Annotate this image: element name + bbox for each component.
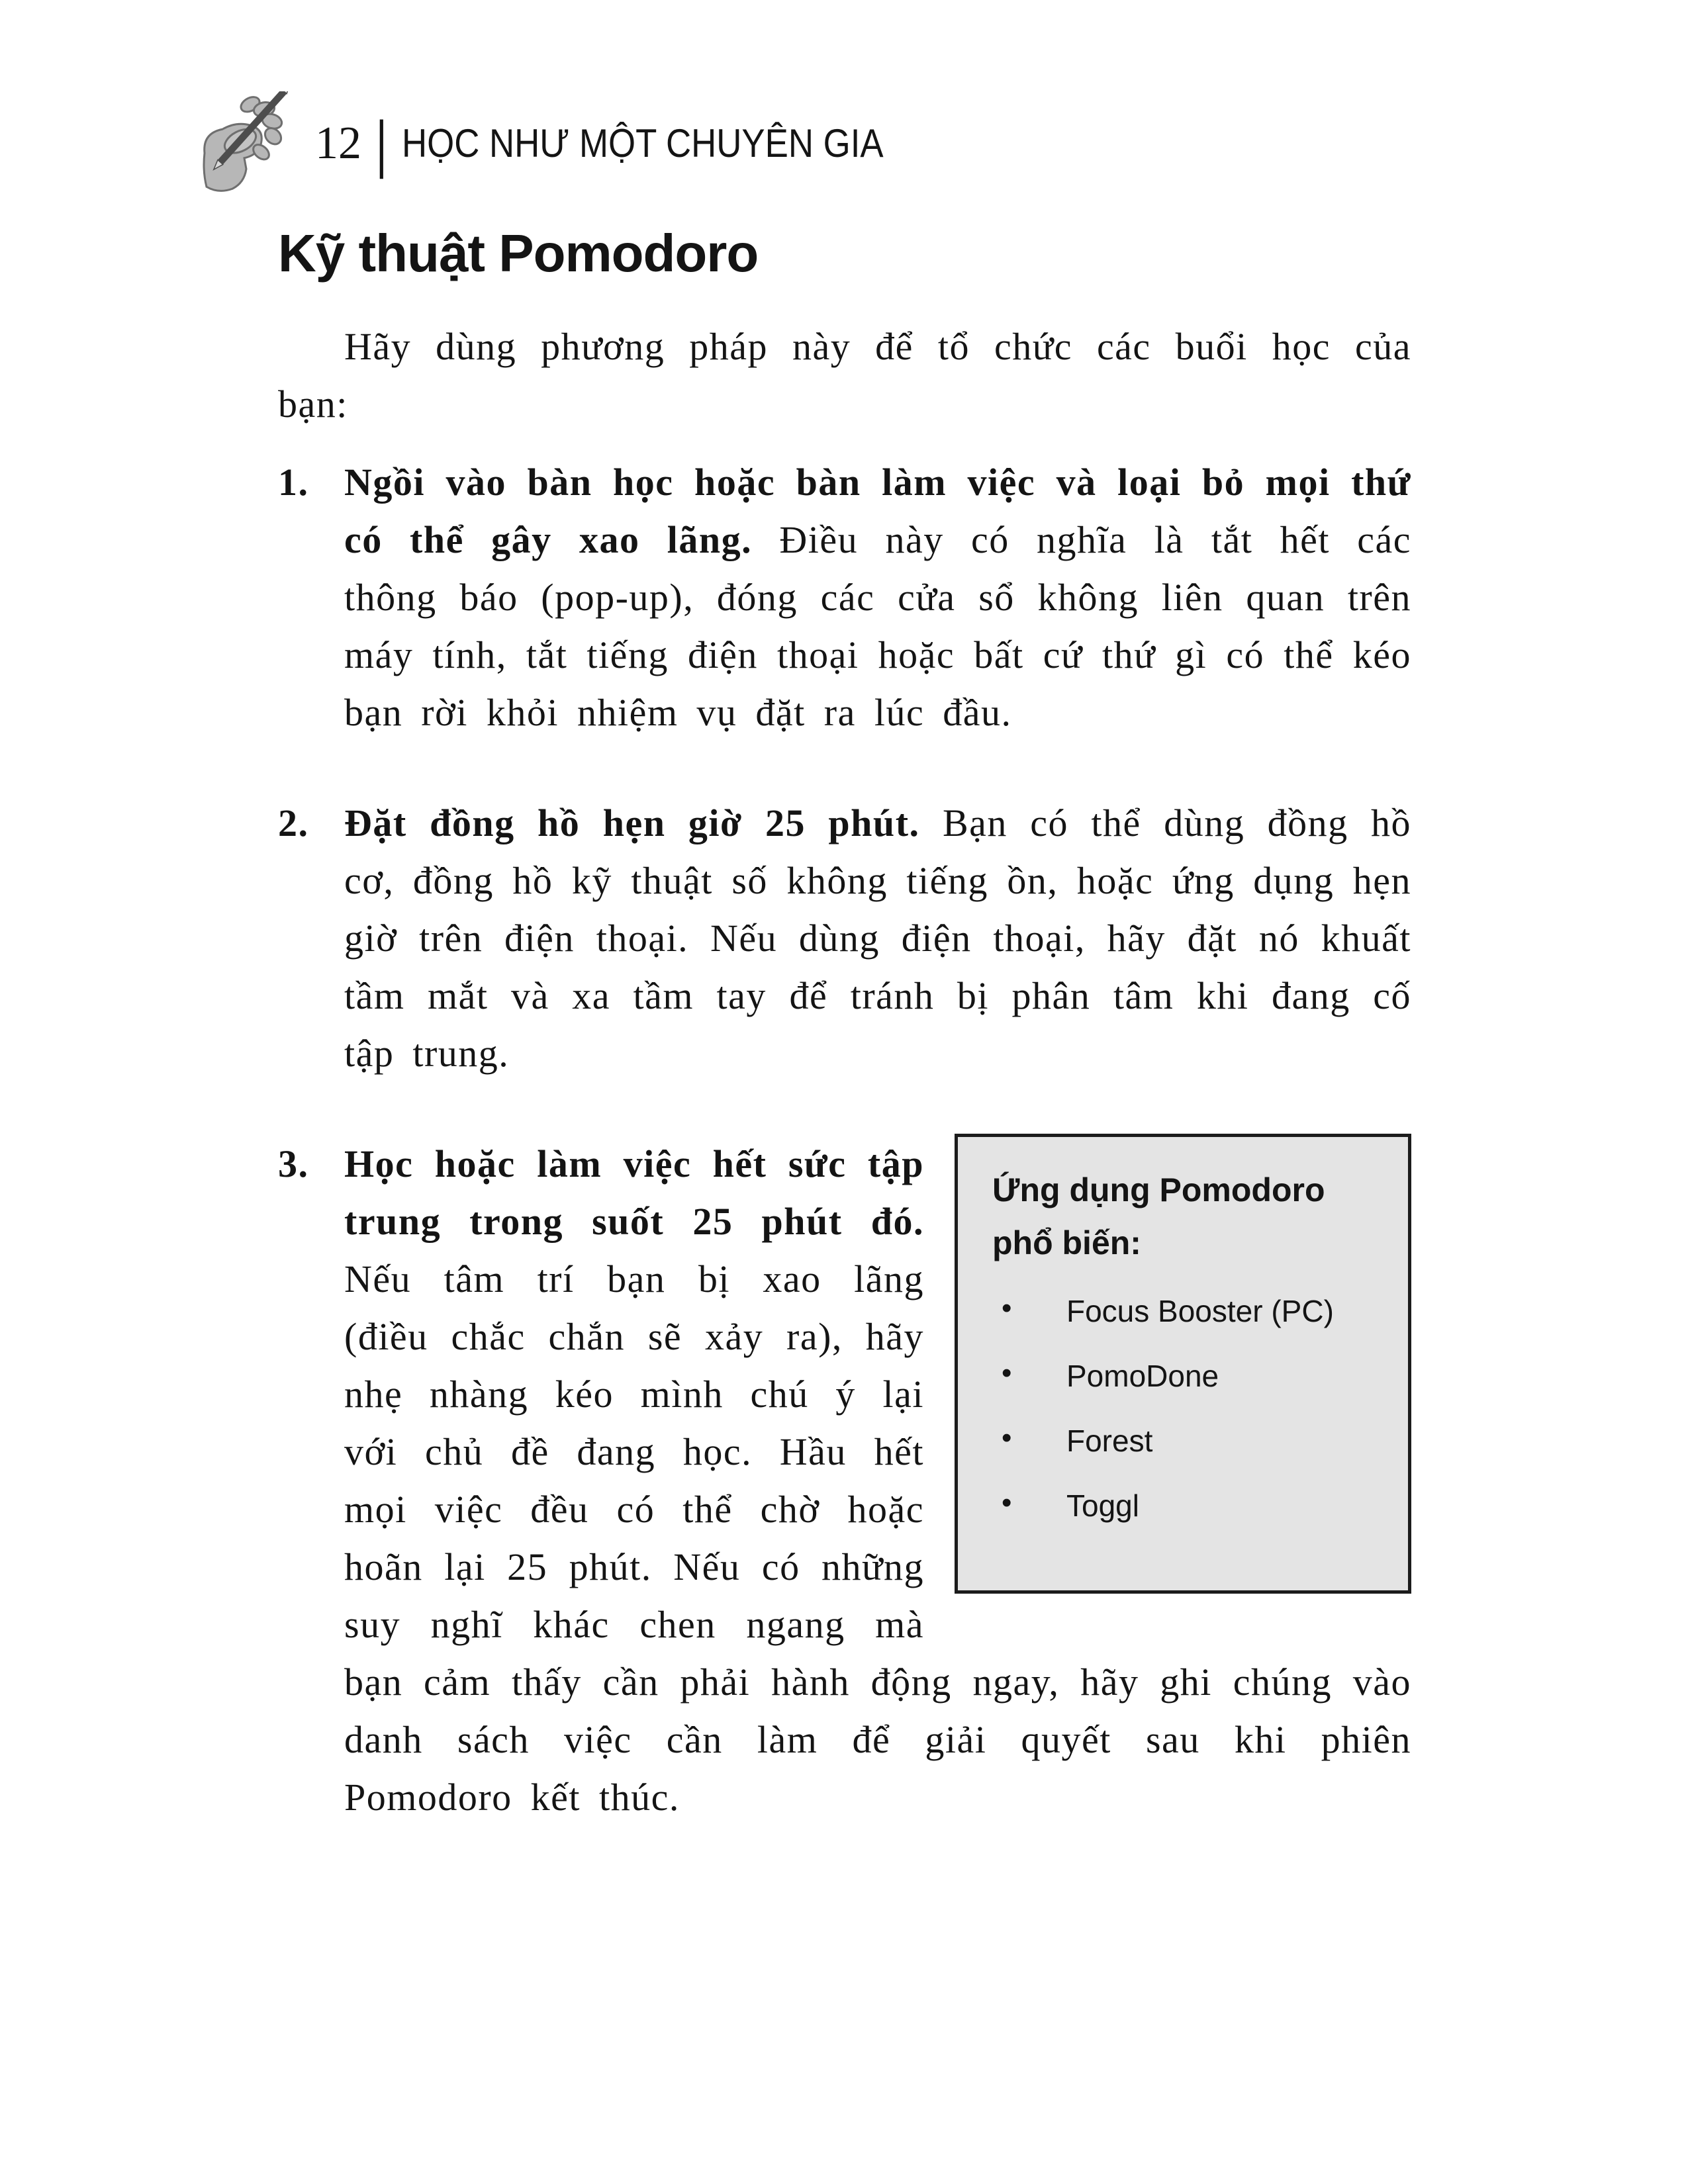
book-title: HỌC NHƯ MỘT CHUYÊN GIA: [401, 121, 884, 165]
list-item-3: [278, 1135, 1411, 1826]
section-title: Kỹ thuật Pomodoro: [278, 224, 759, 283]
page-body: [278, 222, 1411, 1826]
app-name: Focus Booster (PC): [1066, 1294, 1334, 1328]
list-item-text: Bạn có thể dùng đồng hồ cơ, đồng hồ kỹ thuật số không tiếng ồn, hoặc ứng dụng hẹn giờ trên điện thoại. Nếu dùng điện thoại, hãy đặt nó khuất tầm mắt và xa tầm tay để tránh bị phân tâm khi đang cố tập trung.: [344, 801, 1412, 1075]
hand-holding-pencil-icon: [199, 91, 298, 196]
list-number: 1.: [278, 461, 309, 504]
page-header: [199, 91, 949, 196]
bullet-icon: •: [1002, 1422, 1012, 1454]
steps-list: [278, 453, 1411, 1826]
list-item-lead: Học hoặc làm việc hết sức tập trung trong suốt 25 phút đó.: [344, 1142, 924, 1243]
apps-box-title: Ứng dụng Pomodoro phổ biến:: [992, 1171, 1325, 1261]
app-name: PomoDone: [1066, 1359, 1219, 1393]
list-item-lead: Ngồi vào bàn học hoặc bàn làm việc và loại bỏ mọi thứ có thể gây xao lãng.: [344, 461, 1411, 561]
intro-paragraph: Hãy dùng phương pháp này để tổ chức các buổi học của bạn:: [278, 325, 1411, 426]
bullet-icon: •: [1002, 1357, 1012, 1389]
list-item-1: [278, 453, 1411, 741]
list-item: [992, 1358, 1382, 1394]
list-item: [992, 1423, 1382, 1459]
list-item-text: Nếu tâm trí bạn bị xao lãng (điều chắc chắn sẽ xảy ra), hãy nhẹ nhàng kéo mình chú ý lại với chủ đề đang học. Hầu hết mọi việc đều có thể chờ hoặc hoãn lại 25 phút. Nếu có những suy nghĩ khác chen ngang mà bạn cảm thấy cần phải hành động ngay, hãy ghi chúng vào danh sách việc cần làm để giải quyết sau khi phiên Pomodoro kết thúc.: [344, 1257, 1411, 1819]
list-item: [992, 1488, 1382, 1524]
list-number: 3.: [278, 1142, 309, 1185]
list-item-text: Điều này có nghĩa là tắt hết các thông báo (pop-up), đóng các cửa sổ không liên quan trên máy tính, tắt tiếng điện thoại hoặc bất cứ thứ gì có thể kéo bạn rời khỏi nhiệm vụ đặt ra lúc đầu.: [344, 518, 1411, 734]
pomodoro-apps-box: [955, 1134, 1411, 1594]
list-item-2: [278, 794, 1411, 1082]
list-item-lead: Đặt đồng hồ hẹn giờ 25 phút.: [344, 801, 920, 844]
header-divider: |: [376, 108, 387, 179]
bullet-icon: •: [1002, 1486, 1012, 1519]
list-number: 2.: [278, 801, 309, 844]
app-name: Toggl: [1066, 1488, 1139, 1523]
page-number: 12: [315, 118, 361, 169]
app-name: Forest: [1066, 1424, 1153, 1458]
bullet-icon: •: [1002, 1292, 1012, 1324]
list-item: [992, 1293, 1382, 1329]
running-header: [315, 108, 949, 179]
